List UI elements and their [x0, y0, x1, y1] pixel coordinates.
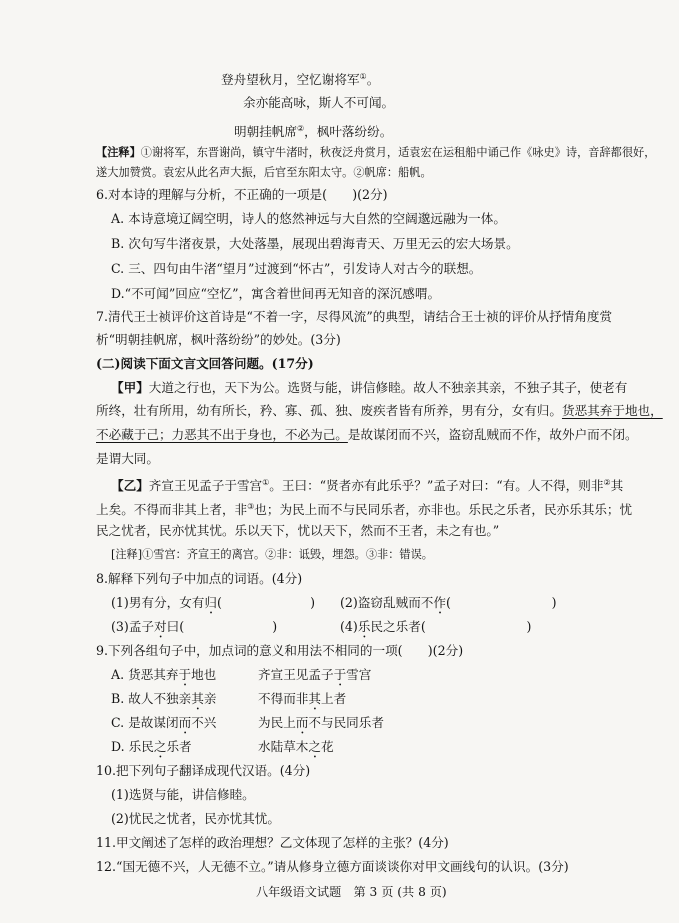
- question-12-stem: 12.“国无德不兴，人无德不立。”请从修身立德方面谈谈你对甲文画线句的认识。(3分): [96, 859, 569, 874]
- page-footer: 八年级语文试题 第 3 页 (共 8 页): [256, 885, 447, 899]
- poem-line-3: 登舟望秋月，空忆谢将军①。: [221, 72, 380, 88]
- question-8-item-1: (1)男有分，女有归( ): [111, 595, 315, 610]
- question-6-option-c: C. 三、四句由牛渚“望月”过渡到“怀古”，引发诗人对古今的联想。: [111, 261, 482, 276]
- poem-line-5: 明朝挂帆席②，枫叶落纷纷。: [234, 124, 393, 140]
- passage-yi-line-1: 【乙】齐宣王见孟子于雪宫①。王曰：“贤者亦有此乐乎？”孟子对曰：“有。人不得，则非②其: [111, 478, 624, 494]
- question-7-line-1: 7.清代王士祯评价这首诗是“不着一字，尽得风流”的典型，请结合王士祯的评价从抒情角度赏: [96, 309, 613, 324]
- question-9-option-a-right: 齐宣王见孟子于雪宫: [258, 667, 372, 682]
- jia-underlined-sentence-part-1: 货恶其弃于地也，: [561, 403, 663, 418]
- poem-line-4: 余亦能高咏，斯人不可闻。: [243, 95, 395, 110]
- answer-blank[interactable]: ( ): [420, 619, 532, 634]
- question-6-option-b: B. 次句写牛渚夜景，大处落墨，展现出碧海青天、万里无云的宏大场景。: [111, 236, 519, 251]
- answer-blank[interactable]: ( ): [179, 619, 278, 634]
- passage-yi-note: [注释]①雪宫：齐宣王的离宫。②非：诋毁，埋怨。③非：错误。: [111, 548, 433, 561]
- question-9-option-c-left: C. 是故谋闭而不兴: [111, 715, 217, 730]
- question-6-option-a: A. 本诗意境辽阔空明，诗人的悠然神远与大自然的空阔邈远融为一体。: [111, 211, 506, 226]
- question-11-stem: 11.甲文阐述了怎样的政治理想？乙文体现了怎样的主张？(4分): [96, 835, 449, 850]
- question-9-option-d-right: 水陆草木之花: [258, 739, 334, 754]
- section-2-title: (二)阅读下面文言文回答问题。(17分): [96, 356, 314, 371]
- question-8-item-2: (2)盗窃乱贼而不作( ): [340, 595, 557, 610]
- question-9-option-c-right: 为民上而不与民同乐者: [258, 715, 384, 730]
- passage-jia-line-3: 不必藏于己；力恶其不出于身也，不必为己。是故谋闭而不兴，盗窃乱贼而不作，故外户而不闭。: [96, 427, 638, 442]
- question-9-option-b-left: B. 故人不独亲其亲: [111, 691, 217, 706]
- question-6-option-d: D.“不可闻”回应“空忆”，寓含着世间再无知音的深沉感喟。: [111, 286, 441, 301]
- question-9-option-d-left: D. 乐民之乐者: [111, 739, 192, 754]
- passage-yi-line-2: 上矣。不得而非其上者，非③也；为民上而不与民同乐者，亦非也。乐民之乐者，民亦乐其乐；忧: [96, 502, 633, 518]
- question-9-stem: 9.下列各组句子中，加点词的意义和用法不相同的一项( )(2分): [96, 643, 464, 658]
- question-9-option-b-right: 不得而非其上者: [258, 691, 347, 706]
- question-8-item-4: (4)乐民之乐者( ): [340, 619, 532, 634]
- question-6-stem: 6.对本诗的理解与分析，不正确的一项是( )(2分): [96, 187, 388, 202]
- passage-yi-line-3: 民之忧者，民亦忧其忧。乐以天下，忧以天下，然而不王者，未之有也。”: [96, 523, 500, 538]
- answer-blank[interactable]: ( ): [446, 595, 557, 610]
- poem-note-line-2: 遂大加赞赏。袁宏从此名声大振，后官至东阳太守。②帆席：船帆。: [96, 166, 432, 179]
- passage-jia-line-2: 所终，壮有所用，幼有所长，矜、寡、孤、独、废疾者皆有所养，男有分，女有归。货恶其弃于地也，: [96, 403, 663, 418]
- question-10-stem: 10.把下列句子翻译成现代汉语。(4分): [96, 763, 311, 778]
- passage-jia-line-1: 【甲】大道之行也，天下为公。选贤与能，讲信修睦。故人不独亲其亲，不独子其子，使老有: [111, 380, 628, 395]
- poem-note-line-1: 【注释】①谢将军，东晋谢尚，镇守牛渚时，秋夜泛舟赏月，适袁宏在运租船中诵己作《咏史》诗，音辞都很好，: [96, 145, 656, 159]
- passage-jia-line-4: 是谓大同。: [96, 451, 159, 466]
- question-9-option-a-left: A. 货恶其弃于地也: [111, 667, 217, 682]
- question-7-line-2: 析“明朝挂帆席，枫叶落纷纷”的妙处。(3分): [96, 332, 341, 347]
- jia-underlined-sentence-part-2: 不必藏于己；力恶其不出于身也，不必为己。: [96, 427, 348, 442]
- question-10-item-1: (1)选贤与能，讲信修睦。: [111, 787, 255, 802]
- answer-blank[interactable]: ( ): [217, 595, 315, 610]
- question-8-stem: 8.解释下列句子中加点的词语。(4分): [96, 571, 303, 586]
- question-8-item-3: (3)孟子对曰( ): [111, 619, 278, 634]
- question-10-item-2: (2)忧民之忧者，民亦忧其忧。: [111, 811, 280, 826]
